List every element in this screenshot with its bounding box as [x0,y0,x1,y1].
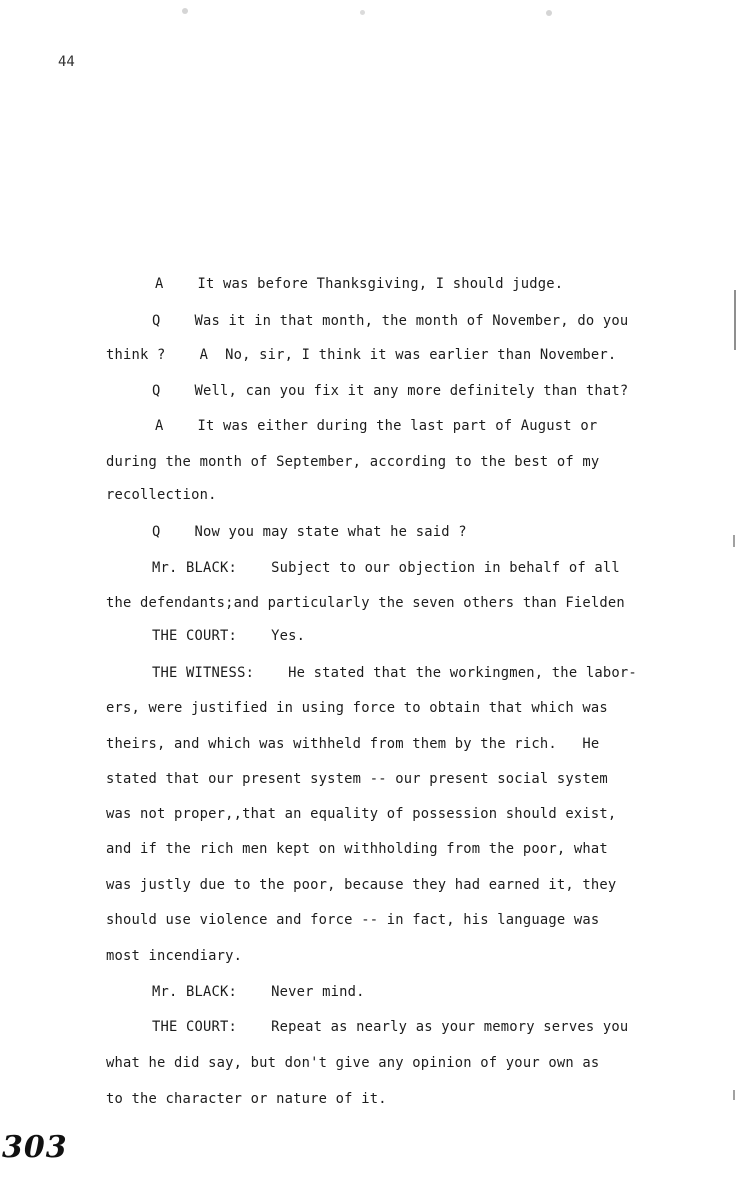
transcript-line: to the character or nature of it. [106,1091,387,1107]
page-number: 44 [58,54,75,70]
transcript-line: Q Now you may state what he said ? [152,524,467,540]
margin-mark [733,1090,735,1100]
scan-mark [360,10,365,15]
transcript-line: recollection. [106,487,217,503]
transcript-line: Q Was it in that month, the month of November, do you [152,313,629,329]
transcript-line: was justly due to the poor, because they had earned it, they [106,877,617,893]
scan-mark [546,10,552,16]
transcript-line: Q Well, can you fix it any more definitely than that? [152,383,629,399]
transcript-line: and if the rich men kept on withholding from the poor, what [106,841,608,857]
scan-mark [182,8,188,14]
transcript-line: during the month of September, according to the best of my [106,454,600,470]
transcript-line: should use violence and force -- in fact, his language was [106,912,600,928]
transcript-line: theirs, and which was withheld from them by the rich. He [106,736,600,752]
transcript-line: the defendants;and particularly the seven others than Fielden [106,595,625,611]
transcript-line: THE COURT: Repeat as nearly as your memory serves you [152,1019,629,1035]
transcript-line: ers, were justified in using force to obtain that which was [106,700,608,716]
transcript-line: stated that our present system -- our present social system [106,771,608,787]
transcript-line: A It was before Thanksgiving, I should judge. [155,276,564,292]
handwritten-page-stamp: 303 [2,1130,68,1165]
transcript-line: Mr. BLACK: Never mind. [152,984,365,1000]
transcript-line: Mr. BLACK: Subject to our objection in behalf of all [152,560,620,576]
transcript-line: was not proper,,that an equality of possession should exist, [106,806,617,822]
margin-mark [733,535,735,547]
transcript-line: A It was either during the last part of August or [155,418,598,434]
transcript-line: THE WITNESS: He stated that the workingmen, the labor- [152,665,637,681]
transcript-line: most incendiary. [106,948,243,964]
transcript-line: think ? A No, sir, I think it was earlier than November. [106,347,617,363]
transcript-line: what he did say, but don't give any opinion of your own as [106,1055,600,1071]
margin-mark [734,290,736,350]
transcript-line: THE COURT: Yes. [152,628,306,644]
